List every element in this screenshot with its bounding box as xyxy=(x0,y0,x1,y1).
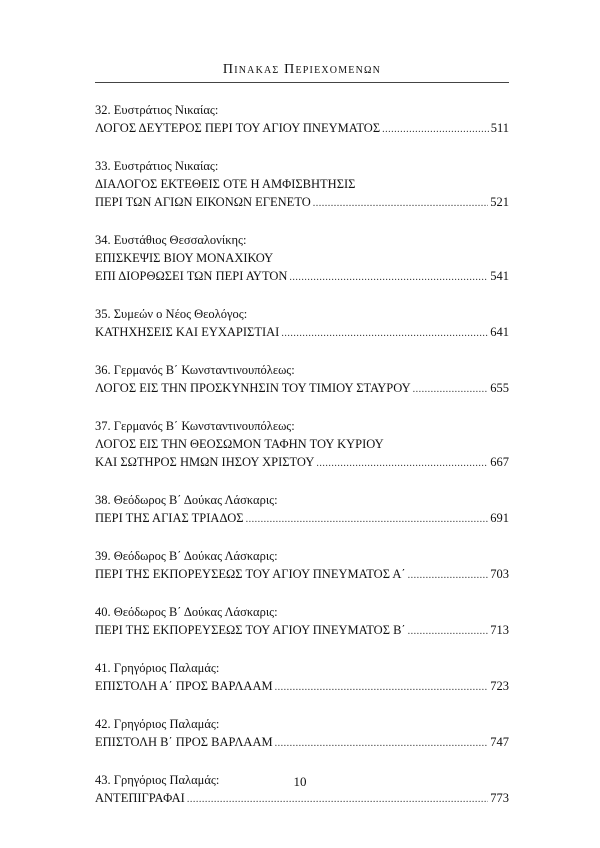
toc-entry-title: ΠΕΡΙ ΤΗΣ ΕΚΠΟΡΕΥΣΕΩΣ ΤΟΥ ΑΓΙΟΥ ΠΝΕΥΜΑΤΟΣ Α΄ xyxy=(95,567,406,581)
toc-entry-title-line xyxy=(95,175,509,193)
toc-entry-page-number: 641 xyxy=(490,325,509,339)
header-rule xyxy=(95,82,509,83)
toc-entry-page-number: 541 xyxy=(490,269,509,283)
dot-leader xyxy=(281,325,488,343)
toc-entry xyxy=(95,603,509,639)
toc-entry-author: 43. Γρηγόριος Παλαμάς: xyxy=(95,773,220,787)
toc-entry-author: 35. Συμεών ο Νέος Θεολόγος: xyxy=(95,307,248,321)
toc-entry-title-line xyxy=(95,267,509,285)
toc-entry-page-number: 511 xyxy=(490,121,509,135)
toc-entry-author: 32. Ευστράτιος Νικαίας: xyxy=(95,103,219,117)
toc-entry-author: 36. Γερμανός Β΄ Κωνσταντινουπόλεως: xyxy=(95,363,295,377)
toc-entry-title: ΕΠΙΣΚΕΨΙΣ ΒΙΟΥ ΜΟΝΑΧΙΚΟΥ xyxy=(95,251,274,265)
dot-leader xyxy=(413,381,489,399)
toc-entry-title-line xyxy=(95,323,509,341)
dot-leader xyxy=(275,735,489,753)
toc-entry xyxy=(95,715,509,751)
toc-entry-author: 38. Θεόδωρος Β΄ Δούκας Λάσκαρις: xyxy=(95,493,278,507)
toc-entry-page-number: 655 xyxy=(490,381,509,395)
dot-leader xyxy=(313,195,488,213)
toc-entry-title: ΠΕΡΙ ΤΗΣ ΕΚΠΟΡΕΥΣΕΩΣ ΤΟΥ ΑΓΙΟΥ ΠΝΕΥΜΑΤΟΣ Β΄ xyxy=(95,623,406,637)
toc-entry-author: 33. Ευστράτιος Νικαίας: xyxy=(95,159,219,173)
dot-leader xyxy=(289,269,488,287)
toc-entry-author: 34. Ευστάθιος Θεσσαλονίκης: xyxy=(95,233,247,247)
toc-entry xyxy=(95,659,509,695)
toc-entry-title: ΛΟΓΟΣ ΕΙΣ ΤΗΝ ΠΡΟΣΚΥΝΗΣΙΝ ΤΟΥ ΤΙΜΙΟΥ ΣΤΑΥΡΟΥ xyxy=(95,381,411,395)
toc-entry xyxy=(95,157,509,211)
toc-entry-page-number: 773 xyxy=(490,791,509,805)
dot-leader xyxy=(275,679,489,697)
toc-entry-title: ΠΕΡΙ ΤΗΣ ΑΓΙΑΣ ΤΡΙΑΔΟΣ xyxy=(95,511,244,525)
toc-entry-author: 37. Γερμανός Β΄ Κωνσταντινουπόλεως: xyxy=(95,419,295,433)
toc-entry-title-line xyxy=(95,119,509,137)
toc-entry-title: ΑΝΤΕΠΙΓΡΑΦΑΙ xyxy=(95,791,185,805)
toc-entry-page-number: 691 xyxy=(490,511,509,525)
dot-leader xyxy=(316,455,488,473)
toc-entry xyxy=(95,361,509,397)
toc-entry-title: ΕΠΙ ΔΙΟΡΘΩΣΕΙ ΤΩΝ ΠΕΡΙ ΑΥΤΟΝ xyxy=(95,269,288,283)
toc-entry-page-number: 521 xyxy=(490,195,509,209)
toc-entry-title-line xyxy=(95,379,509,397)
toc-entry-title-line xyxy=(95,193,509,211)
toc-entry-title-line xyxy=(95,789,509,807)
toc-entry-author: 40. Θεόδωρος Β΄ Δούκας Λάσκαρις: xyxy=(95,605,278,619)
toc-entry-title-line xyxy=(95,509,509,527)
dot-leader xyxy=(408,567,489,585)
toc-entry-page-number: 667 xyxy=(490,455,509,469)
toc-entry-title: ΕΠΙΣΤΟΛΗ Β΄ ΠΡΟΣ ΒΑΡΛΑΑΜ xyxy=(95,735,273,749)
toc-entry-title-line xyxy=(95,677,509,695)
toc-entry-author: 42. Γρηγόριος Παλαμάς: xyxy=(95,717,220,731)
toc-entry xyxy=(95,231,509,285)
toc-entry-title: ΚΑΙ ΣΩΤΗΡΟΣ ΗΜΩΝ ΙΗΣΟΥ ΧΡΙΣΤΟΥ xyxy=(95,455,315,469)
toc-entry-title: ΛΟΓΟΣ ΔΕΥΤΕΡΟΣ ΠΕΡΙ ΤΟΥ ΑΓΙΟΥ ΠΝΕΥΜΑΤΟΣ xyxy=(95,121,381,135)
toc-entry-page-number: 723 xyxy=(490,679,509,693)
toc-entry-page-number: 703 xyxy=(490,567,509,581)
page-number: 10 xyxy=(293,774,307,789)
toc-entry xyxy=(95,547,509,583)
toc-entry-page-number: 747 xyxy=(490,735,509,749)
toc-entry-page-number: 713 xyxy=(490,623,509,637)
toc-entry-title-line xyxy=(95,249,509,267)
toc-entry xyxy=(95,305,509,341)
toc-entry xyxy=(95,417,509,471)
toc-list xyxy=(95,101,509,827)
toc-entry-title: ΕΠΙΣΤΟΛΗ Α΄ ΠΡΟΣ ΒΑΡΛΑΑΜ xyxy=(95,679,273,693)
toc-entry-title-line xyxy=(95,435,509,453)
dot-leader xyxy=(382,121,489,139)
toc-entry xyxy=(95,491,509,527)
running-header: Πινακας Περιεχομενων xyxy=(222,62,382,77)
toc-entry-title: ΚΑΤΗΧΗΣΕΙΣ ΚΑΙ ΕΥΧΑΡΙΣΤΙΑΙ xyxy=(95,325,280,339)
toc-entry-title-line xyxy=(95,565,509,583)
toc-entry-author: 39. Θεόδωρος Β΄ Δούκας Λάσκαρις: xyxy=(95,549,278,563)
toc-entry-title: ΛΟΓΟΣ ΕΙΣ ΤΗΝ ΘΕΟΣΩΜΟΝ ΤΑΦΗΝ ΤΟΥ ΚΥΡΙΟΥ xyxy=(95,437,384,451)
toc-entry-title-line xyxy=(95,733,509,751)
dot-leader xyxy=(187,791,488,809)
dot-leader xyxy=(246,511,489,529)
toc-entry xyxy=(95,101,509,137)
toc-entry-author: 41. Γρηγόριος Παλαμάς: xyxy=(95,661,220,675)
toc-entry-title: ΔΙΑΛΟΓΟΣ ΕΚΤΕΘΕΙΣ ΟΤΕ Η ΑΜΦΙΣΒΗΤΗΣΙΣ xyxy=(95,177,356,191)
toc-entry-title: ΠΕΡΙ ΤΩΝ ΑΓΙΩΝ ΕΙΚΟΝΩΝ ΕΓΕΝΕΤΟ xyxy=(95,195,311,209)
toc-entry-title-line xyxy=(95,621,509,639)
toc-entry-title-line xyxy=(95,453,509,471)
dot-leader xyxy=(408,623,489,641)
